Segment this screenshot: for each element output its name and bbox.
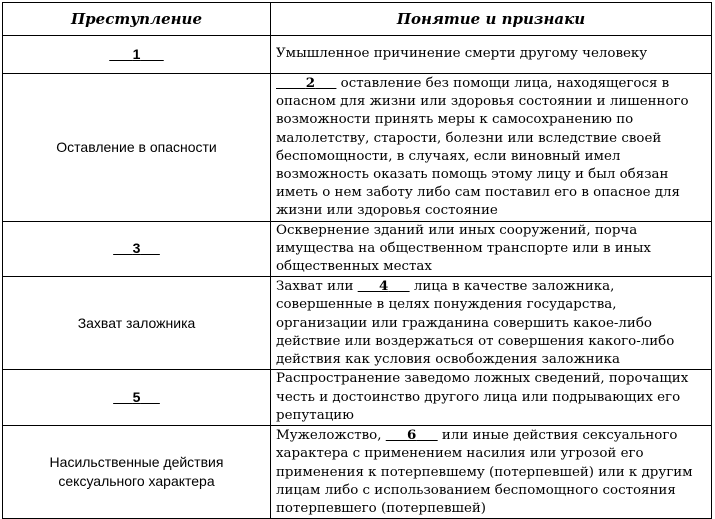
blank-field: 1 bbox=[132, 46, 141, 62]
blank-field: 3 bbox=[132, 240, 141, 257]
table-row bbox=[3, 426, 712, 519]
crime-cell: Насильственные действия сексуального характера bbox=[3, 426, 271, 519]
crime-cell: Захват заложника bbox=[3, 277, 271, 370]
table-row bbox=[3, 74, 712, 222]
blank-field: 2 bbox=[305, 75, 316, 91]
table-row bbox=[3, 370, 712, 426]
definition-cell: Осквернение зданий или иных сооружений, порча имущества на общественном транспорте или в иных общественных местах bbox=[271, 221, 712, 277]
definition-cell: 2 оставление без помощи лица, находящегося в опасном для жизни или здоровья состоянии и лишенного возможности принять меры к самосохранению по малолетству, старости, болезни или вследствие своей беспомощности, в случаях, если виновный имел возможность оказать помощь этому лицу и был обязан иметь о нем заботу либо сам поставил его в опасное для жизни или здоровья состояние bbox=[271, 74, 712, 222]
definition-cell: Распространение заведомо ложных сведений, порочащих честь и достоинство другого лица или подрывающих его репутацию bbox=[271, 370, 712, 426]
crimes-table bbox=[2, 2, 712, 519]
table-row bbox=[3, 36, 712, 74]
crime-cell bbox=[3, 221, 271, 277]
header-definition: Понятие и признаки bbox=[271, 3, 712, 36]
table-header-row bbox=[3, 3, 712, 36]
table-row bbox=[3, 221, 712, 277]
definition-cell: Умышленное причинение смерти другому человеку bbox=[271, 36, 712, 74]
blank-field: 4 bbox=[378, 278, 389, 295]
blank-field: 5 bbox=[132, 389, 141, 406]
table-row bbox=[3, 277, 712, 370]
crime-cell: Оставление в опасности bbox=[3, 74, 271, 222]
crime-cell bbox=[3, 370, 271, 426]
definition-cell: Мужеложство, 6 или иные действия сексуального характера с применением насилия или угрозой его применения к потерпевшему (потерпевшей) или к другим лицам либо с использованием беспомощного состояния потерпевшего (потерпевшей) bbox=[271, 426, 712, 519]
blank-field: 6 bbox=[407, 427, 417, 444]
definition-cell: Захват или 4 лица в качестве заложника, совершенные в целях понуждения государства, организации или гражданина совершить какое-либо действие или воздержаться от совершения какого-либо действия как условия освобождения заложника bbox=[271, 277, 712, 370]
crime-cell bbox=[3, 36, 271, 74]
header-crime: Преступление bbox=[3, 3, 271, 36]
